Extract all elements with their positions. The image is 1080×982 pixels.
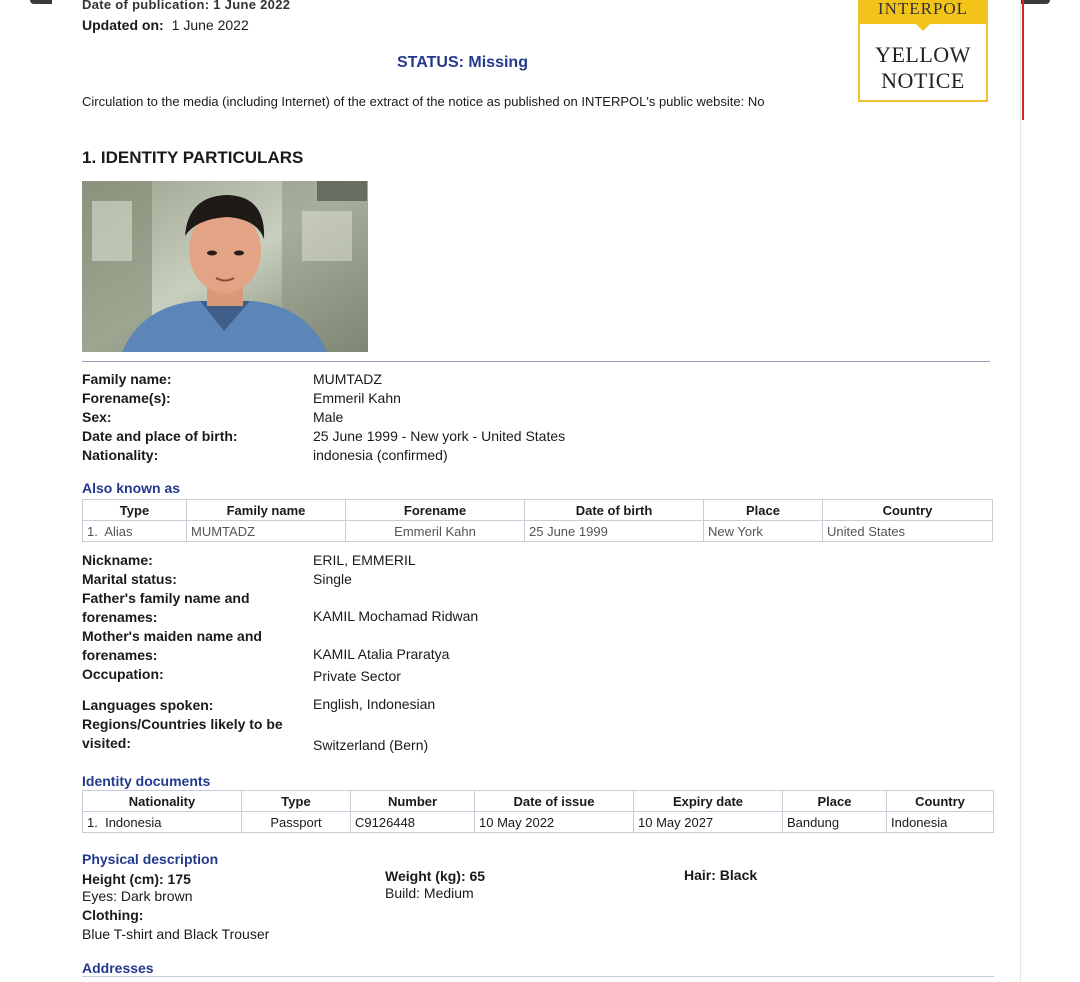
height-field: Height (cm): 175	[82, 871, 191, 887]
updated-label: Updated on:	[82, 17, 164, 33]
addresses-title: Addresses	[82, 960, 154, 976]
section-divider	[82, 361, 990, 362]
build-field: Build: Medium	[385, 885, 474, 901]
father-label-line1: Father's family name and	[82, 590, 250, 606]
weight-field: Weight (kg): 65	[385, 868, 486, 884]
iddocs-issue-value: 10 May 2022	[475, 812, 634, 833]
forename-label: Forename(s):	[82, 390, 171, 406]
marital-value: Single	[313, 571, 352, 587]
person-photo	[82, 181, 368, 352]
yellow-notice-badge	[858, 0, 988, 102]
iddocs-table	[82, 790, 994, 833]
iddocs-col-expiry: Expiry date	[634, 791, 783, 812]
aka-col-family: Family name	[187, 500, 346, 521]
aka-family-value: MUMTADZ	[187, 521, 346, 542]
aka-col-place: Place	[704, 500, 823, 521]
aka-title: Also known as	[82, 480, 181, 496]
nationality-value: indonesia (confirmed)	[313, 447, 448, 463]
aka-header-row	[83, 500, 993, 521]
nationality-label: Nationality:	[82, 447, 159, 463]
aka-cell-type	[83, 521, 187, 542]
aka-col-type: Type	[83, 500, 187, 521]
section-title-identity: 1. IDENTITY PARTICULARS	[82, 148, 304, 167]
aka-dob-value: 25 June 1999	[525, 521, 704, 542]
iddocs-col-nationality: Nationality	[83, 791, 242, 812]
iddocs-country-value: Indonesia	[887, 812, 994, 833]
occupation-value: Private Sector	[313, 668, 401, 684]
regions-label-line2: visited:	[82, 735, 132, 751]
eyes-field: Eyes: Dark brown	[82, 888, 193, 904]
forename-value: Emmeril Kahn	[313, 390, 401, 406]
hair-field: Hair: Black	[684, 867, 758, 883]
iddocs-col-place: Place	[783, 791, 887, 812]
iddocs-place-value: Bandung	[783, 812, 887, 833]
identity-values	[313, 370, 565, 465]
updated-on	[82, 17, 249, 33]
identity-labels	[82, 370, 238, 465]
page-edge-line	[1022, 0, 1024, 120]
aka-forename-value: Emmeril Kahn	[346, 521, 525, 542]
aka-type-value: Alias	[104, 523, 133, 539]
father-value: KAMIL Mochamad Ridwan	[313, 608, 479, 624]
circulation-note: Circulation to the media (including Internet) of the extract of the notice as published on INTERPOL's public website: No	[82, 94, 765, 109]
iddocs-col-issue: Date of issue	[475, 791, 634, 812]
mother-label-line2: forenames:	[82, 647, 158, 663]
aka-col-forename: Forename	[346, 500, 525, 521]
family-name-label: Family name:	[82, 371, 172, 387]
iddocs-col-country: Country	[887, 791, 994, 812]
father-label	[82, 589, 250, 627]
nickname-value: ERIL, EMMERIL	[313, 552, 416, 568]
mother-label	[82, 627, 262, 665]
iddocs-col-type: Type	[242, 791, 351, 812]
aka-col-country: Country	[823, 500, 993, 521]
aka-col-dob: Date of birth	[525, 500, 704, 521]
iddocs-title: Identity documents	[82, 773, 211, 789]
row-number: 1.	[87, 814, 98, 830]
iddocs-expiry-value: 10 May 2027	[634, 812, 783, 833]
iddocs-type-value: Passport	[242, 812, 351, 833]
iddocs-cell-nationality	[83, 812, 242, 833]
regions-label	[82, 715, 283, 753]
birth-label: Date and place of birth:	[82, 428, 238, 444]
table-row	[83, 521, 993, 542]
table-row	[83, 812, 994, 833]
badge-line-2: NOTICE	[881, 68, 965, 93]
sex-value: Male	[313, 409, 344, 425]
family-name-value: MUMTADZ	[313, 371, 382, 387]
aka-place-value: New York	[704, 521, 823, 542]
row-number: 1.	[87, 523, 98, 539]
physical-title: Physical description	[82, 851, 219, 867]
aka-table	[82, 499, 993, 542]
iddocs-col-number: Number	[351, 791, 475, 812]
sex-label: Sex:	[82, 409, 112, 425]
updated-value: 1 June 2022	[171, 17, 249, 33]
iddocs-header-row	[83, 791, 994, 812]
regions-value: Switzerland (Bern)	[313, 737, 429, 753]
clothing-label: Clothing:	[82, 907, 144, 923]
nickname-label: Nickname:	[82, 552, 153, 568]
languages-value: English, Indonesian	[313, 696, 436, 712]
languages-label: Languages spoken:	[82, 697, 214, 713]
interpol-logo-text: INTERPOL	[860, 0, 986, 24]
publication-date: Date of publication: 1 June 2022	[82, 0, 291, 12]
photo-image	[82, 181, 368, 352]
regions-label-line1: Regions/Countries likely to be	[82, 716, 283, 732]
marital-label: Marital status:	[82, 571, 177, 587]
badge-line-1: YELLOW	[875, 42, 971, 67]
occupation-label: Occupation:	[82, 666, 164, 682]
clothing-value: Blue T-shirt and Black Trouser	[82, 926, 270, 939]
aka-country-value: United States	[823, 521, 993, 542]
badge-pointer	[916, 24, 930, 31]
mother-label-line1: Mother's maiden name and	[82, 628, 262, 644]
addresses-table-edge	[82, 976, 994, 977]
iddocs-number-value: C9126448	[351, 812, 475, 833]
iddocs-nationality-value: Indonesia	[105, 814, 162, 830]
birth-value: 25 June 1999 - New york - United States	[313, 428, 566, 444]
mother-value: KAMIL Atalia Praratya	[313, 646, 450, 662]
father-label-line2: forenames:	[82, 609, 158, 625]
status-label: STATUS: Missing	[397, 54, 528, 71]
